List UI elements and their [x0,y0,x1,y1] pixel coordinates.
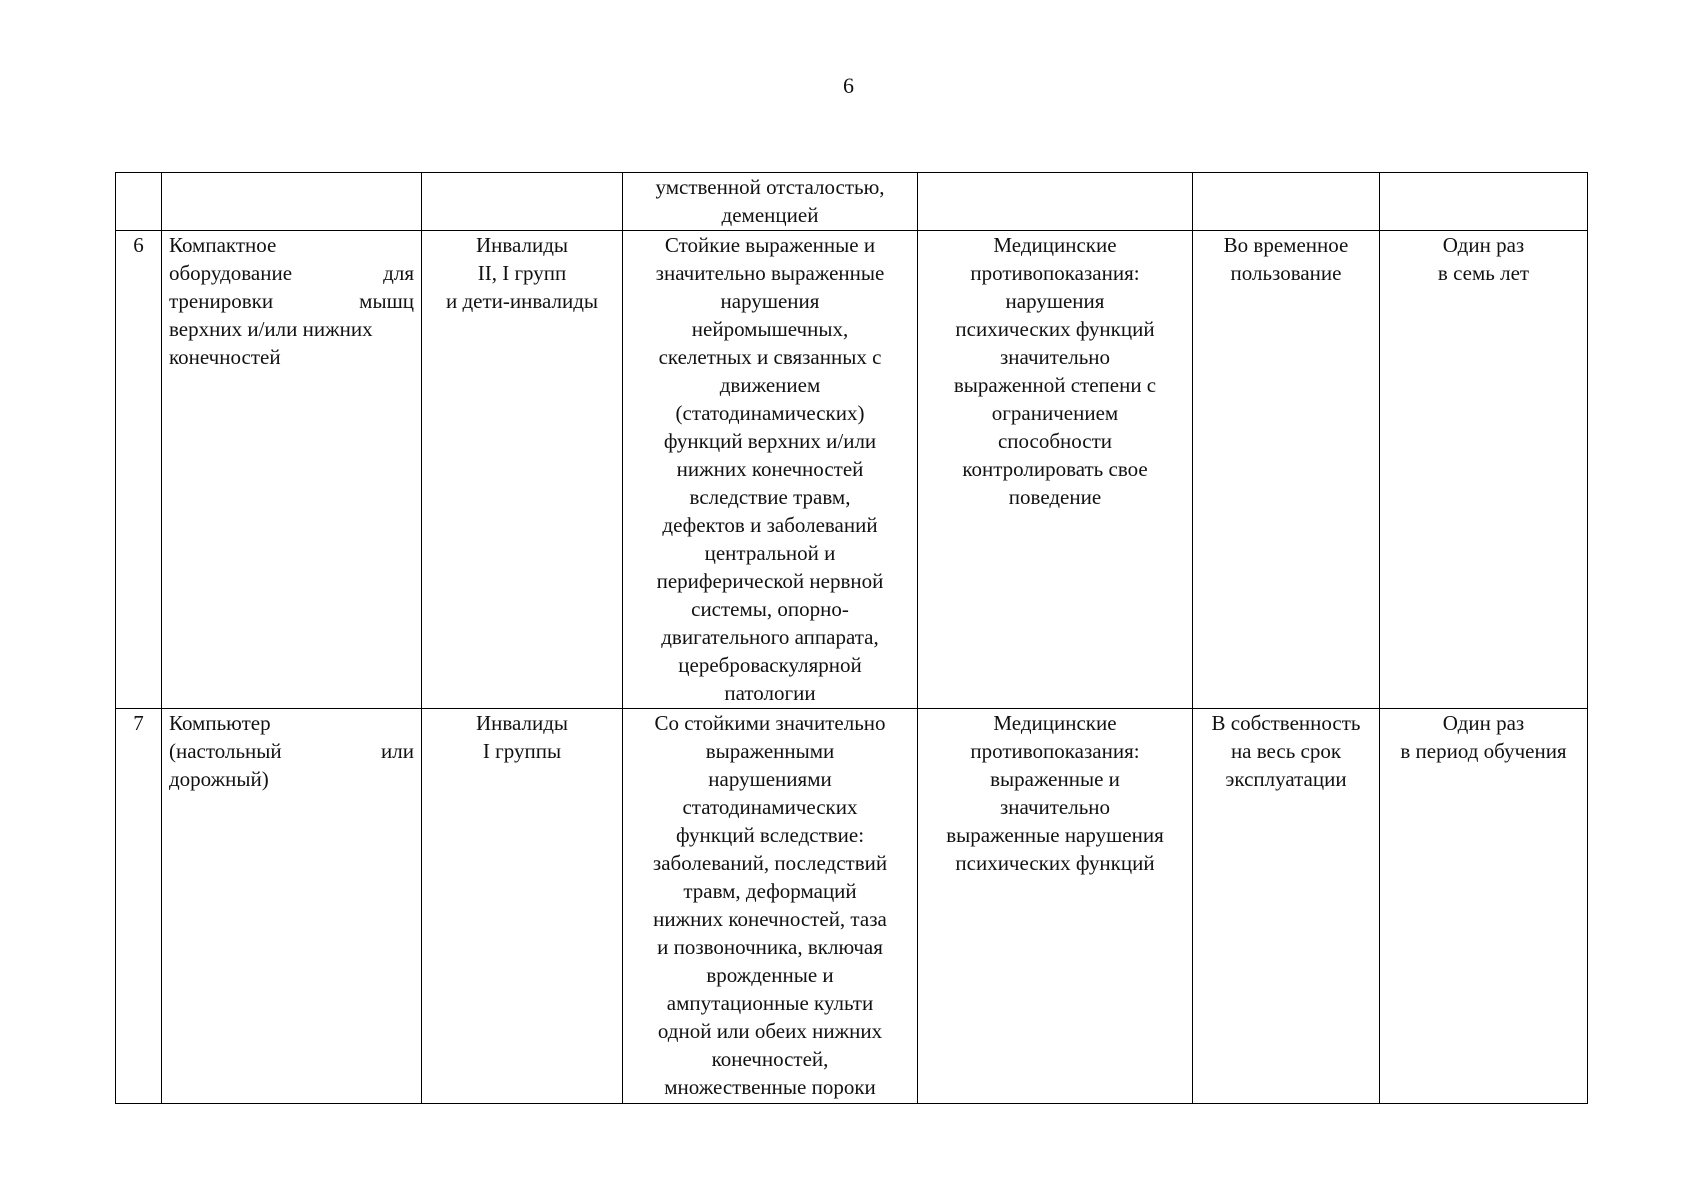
text-line: вследствие травм, [689,485,851,509]
text-line: тренировки мышц [169,289,414,313]
text-line: противопоказания: [970,261,1140,285]
text-line: нижних конечностей [676,457,864,481]
text-line: верхних и/или нижних [169,317,373,341]
text-line: центральной и [704,541,836,565]
text-line: значительно выраженные [655,261,885,285]
text-line: деменцией [721,203,819,227]
category-cell [422,709,623,1104]
text-line: врожденные и [706,963,834,987]
category-cell [422,173,623,231]
text-line: нарушения [1005,289,1105,313]
text-line: функций верхних и/или [663,429,877,453]
text-line: Медицинские [993,233,1117,257]
indications-cell [623,173,918,231]
item-name-cell [162,173,422,231]
text-line: нарушения [720,289,820,313]
provision-cell [1193,173,1380,231]
text-line: и позвоночника, включая [657,935,883,959]
provision-cell [1193,709,1380,1104]
text-line: (настольный или [169,739,414,763]
period-cell [1380,173,1588,231]
text-line: патологии [724,681,816,705]
text-line: способности [997,429,1113,453]
text-line: Стойкие выраженные и [664,233,876,257]
text-line: Один раз [1442,233,1525,257]
text-line: в период обучения [1400,739,1567,763]
period-cell [1380,231,1588,709]
text-line: Со стойкими значительно [654,711,886,735]
text-line: психических функций [955,851,1155,875]
indications-cell [623,231,918,709]
text-line: дефектов и заболеваний [662,513,878,537]
item-name-cell [162,231,422,709]
text-line: выраженной степени с [953,373,1157,397]
text-line: В собственность [1211,711,1361,735]
text-line: функций вследствие: [675,823,865,847]
text-line: противопоказания: [970,739,1140,763]
text-line: выраженные и [990,767,1120,791]
text-line: скелетных и связанных с [658,345,882,369]
row-number-cell [116,709,162,1104]
text-line: контролировать свое [962,457,1148,481]
text-line: заболеваний, последствий [652,851,888,875]
text-line: Во временное [1223,233,1349,257]
text-line: движением [719,373,821,397]
text-line: дорожный) [169,767,269,791]
row-number: 7 [133,711,144,735]
text-line: II, I групп [477,261,567,285]
row-number-cell [116,173,162,231]
text-line: цереброваскулярной [678,653,862,677]
text-line: и дети-инвалиды [445,289,599,313]
text-line: нейромышечных, [691,317,849,341]
text-line: Один раз [1442,711,1525,735]
contraindications-cell [918,231,1193,709]
text-line: поведение [1008,485,1102,509]
text-line: конечностей, [711,1047,829,1071]
table-row [116,709,1588,1104]
text-line: травм, деформаций [683,879,857,903]
contraindications-cell [918,709,1193,1104]
text-line: нижних конечностей, таза [653,907,887,931]
page-number: 6 [843,73,854,98]
text-line: периферической нервной [656,569,884,593]
text-line: Компактное [169,233,277,257]
row-number-cell [116,231,162,709]
text-line: (статодинамических) [675,401,865,425]
text-line: значительно [999,795,1111,819]
text-line: I группы [482,739,562,763]
provision-cell [1193,231,1380,709]
text-line: психических функций [955,317,1155,341]
text-line: множественные пороки [664,1075,876,1099]
text-line: эксплуатации [1225,767,1347,791]
indications-cell [623,709,918,1104]
text-line: Медицинские [993,711,1117,735]
text-line: Инвалиды [475,711,569,735]
text-line: выраженные нарушения [946,823,1164,847]
item-name-cell [162,709,422,1104]
text-line: оборудование для [169,261,414,285]
text-line: ограничением [991,401,1119,425]
text-line: конечностей [169,345,281,369]
table-row [116,173,1588,231]
text-line: одной или обеих нижних [657,1019,883,1043]
table-row [116,231,1588,709]
text-line: на весь срок [1230,739,1342,763]
provision-table [115,172,1588,1104]
row-number: 6 [133,233,144,257]
text-line: умственной отсталостью, [655,175,885,199]
text-line: значительно [999,345,1111,369]
text-line: нарушениями [708,767,832,791]
text-line: статодинамических [682,795,858,819]
text-line: пользование [1230,261,1342,285]
text-line: ампутационные культи [666,991,874,1015]
contraindications-cell [918,173,1193,231]
category-cell [422,231,623,709]
text-line: Инвалиды [475,233,569,257]
text-line: в семь лет [1437,261,1530,285]
text-line: двигательного аппарата, [661,625,879,649]
text-line: выраженными [705,739,835,763]
text-line: Компьютер [169,711,271,735]
period-cell [1380,709,1588,1104]
text-line: системы, опорно- [691,597,849,621]
